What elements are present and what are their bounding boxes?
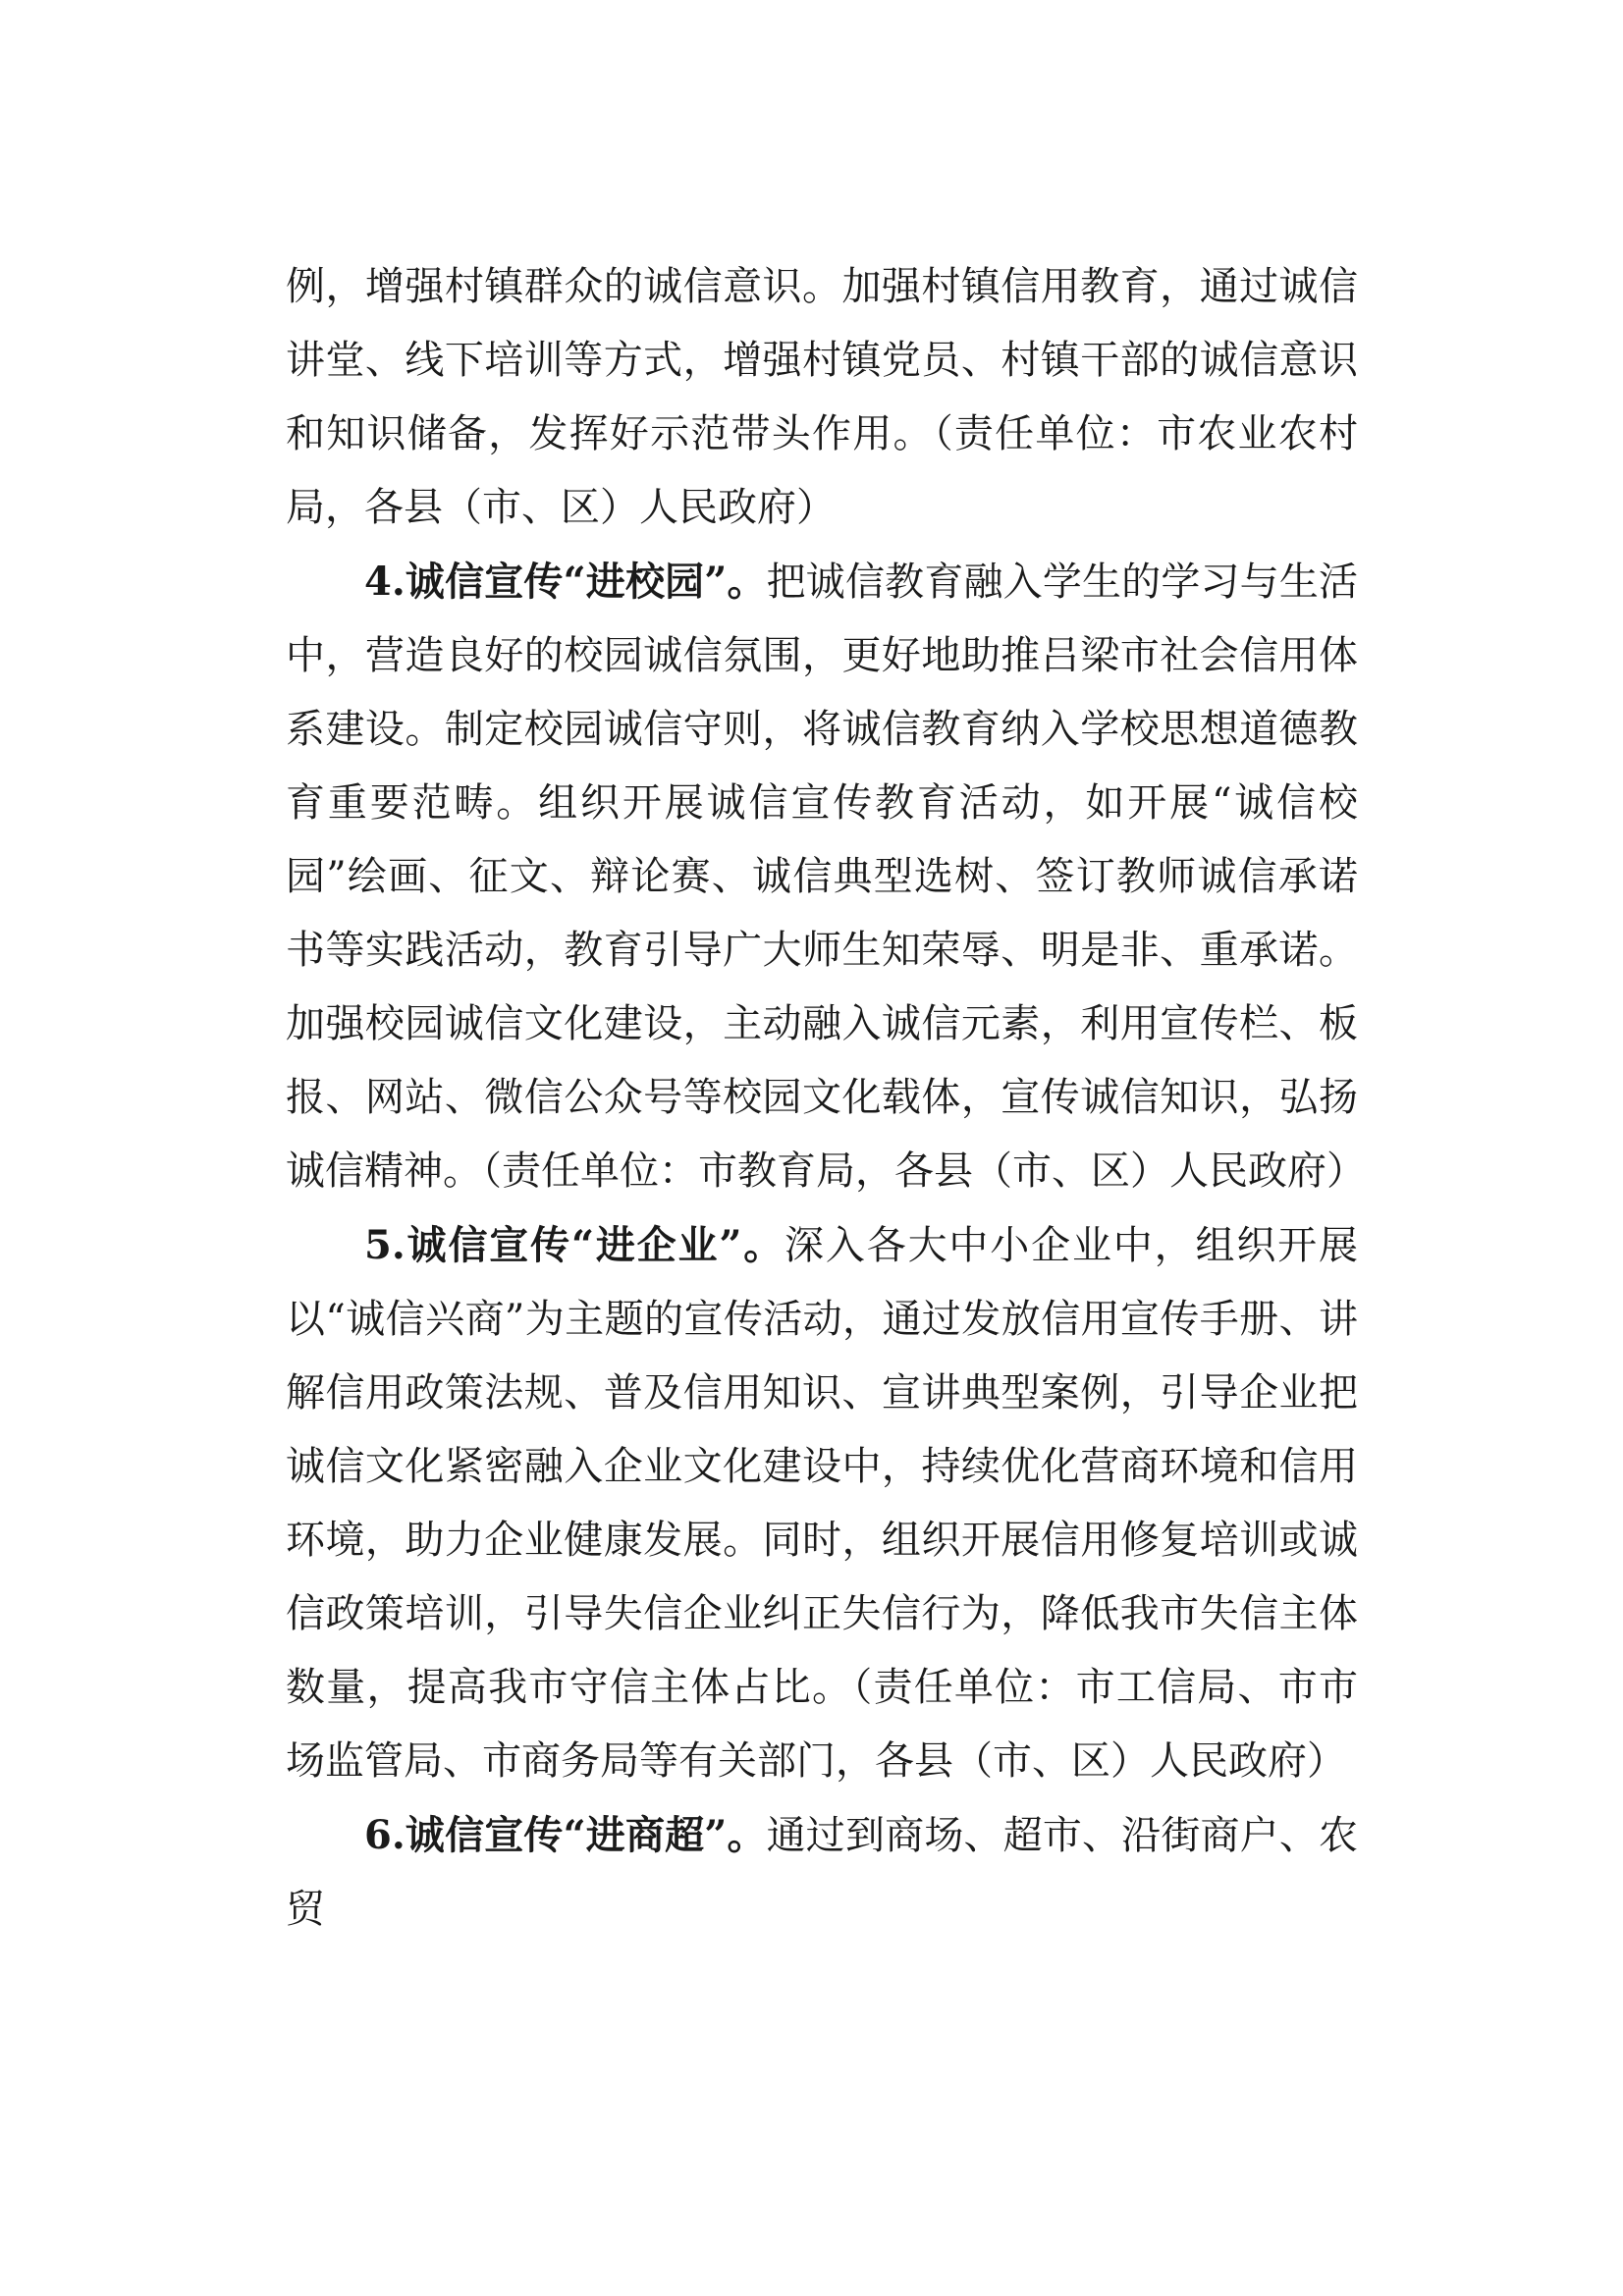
paragraph-body: 深入各大中小企业中，组织开展以“诚信兴商”为主题的宣传活动，通过发放信用宣传手册、讲解信用政策法规、普及信用知识、宣讲典型案例，引导企业把诚信文化紧密融入企业文化建设中，持续优化营商环境和信用环境，助力企业健康发展。同时，组织开展信用修复培训或诚信政策培训，引导失信企业纠正失信行为，降低我市失信主体数量，提高我市守信主体占比。（责任单位：市工信局、市市场监管局、市商务局等有关部门，各县（市、区）人民政府） <box>286 1223 1358 1784</box>
paragraph-continuation <box>286 250 1358 545</box>
paragraph-body: 通过到商场、超市、沿街商户、农贸 <box>286 1813 1359 1932</box>
paragraph-item-5 <box>286 1208 1358 1798</box>
paragraph-body: 把诚信教育融入学生的学习与生活中，营造良好的校园诚信氛围，更好地助推吕梁市社会信用体系建设。制定校园诚信守则，将诚信教育纳入学校思想道德教育重要范畴。组织开展诚信宣传教育活动，如开展“诚信校园”绘画、征文、辩论赛、诚信典型选树、签订教师诚信承诺书等实践活动，教育引导广大师生知荣辱、明是非、重承诺。加强校园诚信文化建设，主动融入诚信元素，利用宣传栏、板报、网站、微信公众号等校园文化载体，宣传诚信知识，弘扬诚信精神。（责任单位：市教育局，各县（市、区）人民政府） <box>286 560 1366 1194</box>
paragraph-item-4 <box>286 545 1366 1208</box>
paragraph-heading: 5.诚信宣传“进企业”。 <box>364 1222 785 1268</box>
paragraph-heading: 6.诚信宣传“进商超”。 <box>364 1812 767 1858</box>
paragraph-heading: 4.诚信宣传“进校园”。 <box>364 559 767 605</box>
document-body <box>286 250 1366 1947</box>
paragraph-item-6 <box>286 1798 1358 1947</box>
paragraph-body: 例，增强村镇群众的诚信意识。加强村镇信用教育，通过诚信讲堂、线下培训等方式，增强村镇党员、村镇干部的诚信意识和知识储备，发挥好示范带头作用。（责任单位：市农业农村局，各县（市、区）人民政府） <box>286 264 1358 530</box>
